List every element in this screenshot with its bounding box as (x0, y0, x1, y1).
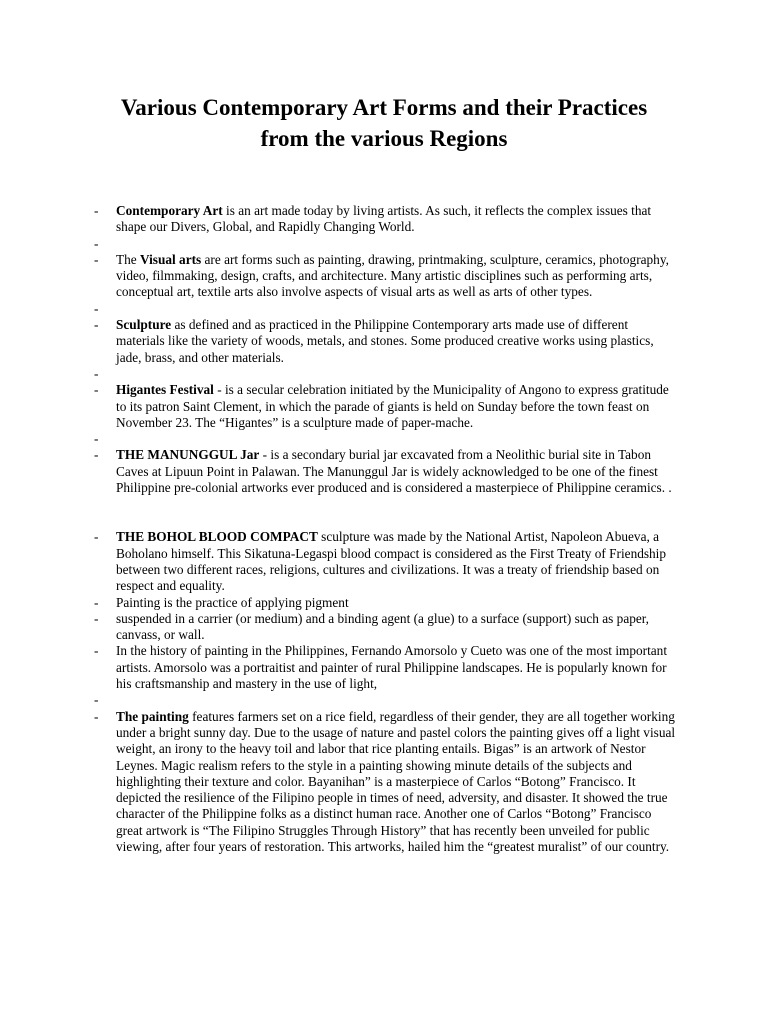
list-item-bold: THE MANUNGGUL Jar (116, 447, 260, 463)
list-item-text (116, 203, 676, 236)
list-item (0, 203, 768, 236)
bullet-dash: - (94, 692, 99, 708)
list-item-text (116, 643, 676, 692)
list-item-empty (0, 431, 768, 447)
bullet-dash: - (94, 251, 99, 267)
list-item (0, 643, 768, 692)
list-item-empty (0, 366, 768, 382)
list-item-text (116, 382, 676, 431)
list-item-bold: Contemporary Art (116, 203, 223, 218)
list-item-body: The (116, 251, 140, 267)
list-item-bold: Higantes Festival (116, 382, 214, 398)
list-item-text (116, 252, 676, 301)
list-item-text (116, 611, 676, 644)
bullet-dash: - (94, 203, 99, 218)
list-item (0, 529, 768, 594)
list-item-text (116, 709, 676, 856)
list-item (0, 595, 768, 611)
list-item-text (116, 595, 676, 611)
list-item (0, 709, 768, 856)
bullet-dash: - (94, 708, 99, 724)
list-item-body: features farmers set on a rice field, regardless of their gender, they are all together working under a bright sunny day. Due to the usage of nature and pastel colors the painting gives off a light visual weight, an irony to the heavy toil and labor that rice planting entails. Bigas” is an artwork of Nestor Leynes. Magic realism refers to the style in a painting showing minute details of the subjects and highlighting their texture and color. Bayanihan” is a masterpiece of Carlos “Botong” Francisco. It depicted the resilience of the Filipino people in times of need, adversity, and disaster. It showed the true character of the Philippine folks as a distinct human race. Another one of Carlos “Botong” Francisco great artwork is “The Filipino Struggles Through History” that has recently been unveiled for public viewing, after four years of restoration. This artworks, hailed him the “greatest muralist” of our country. (116, 708, 676, 854)
list-item-body: Painting is the practice of applying pigment (116, 594, 349, 610)
bullet-dash: - (94, 382, 99, 398)
list-item (0, 252, 768, 301)
bullet-dash: - (94, 447, 99, 463)
list-item-bold: Visual arts (140, 251, 202, 267)
list-item-bold: The painting (116, 708, 189, 724)
list-item-empty (0, 301, 768, 317)
paragraph-gap (0, 496, 768, 529)
bullet-dash: - (94, 431, 99, 447)
list-item-body: - is a secular celebration initiated by the Municipality of Angono to express gratitude to its patron Saint Clement, in which the parade of giants is held on Sunday before the town feast on November 23. The “Higantes” is a sculpture made of paper-mache. (116, 382, 669, 430)
list-item-empty (0, 692, 768, 708)
page-title (60, 92, 708, 154)
title-line-2: from the various Regions (260, 126, 508, 151)
list-item-body: as defined and as practiced in the Philippine Contemporary arts made use of different materials like the variety of woods, metals, and stones. Some produced creative works using plastics, jade, brass, and other materials. (116, 317, 654, 365)
bullet-dash: - (94, 317, 99, 333)
list-item-text (116, 529, 676, 594)
list-item-body: is an art made today by living artists. As such, it reflects the complex issues that shape our Divers, Global, and Rapidly Changing World. (116, 203, 652, 235)
title-line-1: Various Contemporary Art Forms and their Practices (120, 95, 648, 120)
list-item (0, 382, 768, 431)
list-item-bold: THE BOHOL BLOOD COMPACT (116, 529, 318, 545)
list-item-body: - is a secondary burial jar excavated from a Neolithic burial site in Tabon Caves at Lipuun Point in Palawan. The Manunggul Jar is widely acknowledged to be one of the finest Philippine pre-colonial artworks ever produced and is considered a masterpiece of Philippine ceramics. . (116, 447, 672, 496)
bullet-dash: - (94, 594, 99, 610)
list-item-text (116, 317, 676, 366)
bullet-dash: - (94, 365, 99, 381)
list-item-empty (0, 236, 768, 252)
bullet-dash: - (94, 300, 99, 316)
list-item-body: In the history of painting in the Philippines, Fernando Amorsolo y Cueto was one of the most important artists. Amorsolo was a portraitist and painter of rural Philippine landscapes. He is popularly known for his craftsmanship and mastery in the use of light, (116, 643, 668, 692)
bullet-dash: - (94, 235, 99, 251)
bullet-dash: - (94, 643, 99, 659)
list-item-body-2: are art forms such as painting, drawing, printmaking, sculpture, ceramics, photography, video, filmmaking, design, crafts, and architecture. Many artistic disciplines such as performing arts, conceptual art, textile arts also involve aspects of visual arts as well as arts of other types. (116, 251, 669, 300)
bullet-dash: - (94, 610, 99, 626)
list-item-body: sculpture was made by the National Artist, Napoleon Abueva, a Boholano himself. This Sikatuna-Legaspi blood compact is considered as the First Treaty of Friendship between two different races, religions, cultures and civilizations. It was a treaty of friendship based on respect and equality. (116, 529, 667, 594)
list-item-text (116, 447, 676, 496)
list-item-bold: Sculpture (116, 317, 172, 333)
list-item (0, 611, 768, 644)
list-item (0, 447, 768, 496)
list-item-body: suspended in a carrier (or medium) and a binding agent (a glue) to a surface (support) such as paper, canvass, or wall. (116, 610, 649, 643)
bullet-dash: - (94, 529, 99, 545)
bullet-list (0, 203, 768, 855)
list-item (0, 317, 768, 366)
